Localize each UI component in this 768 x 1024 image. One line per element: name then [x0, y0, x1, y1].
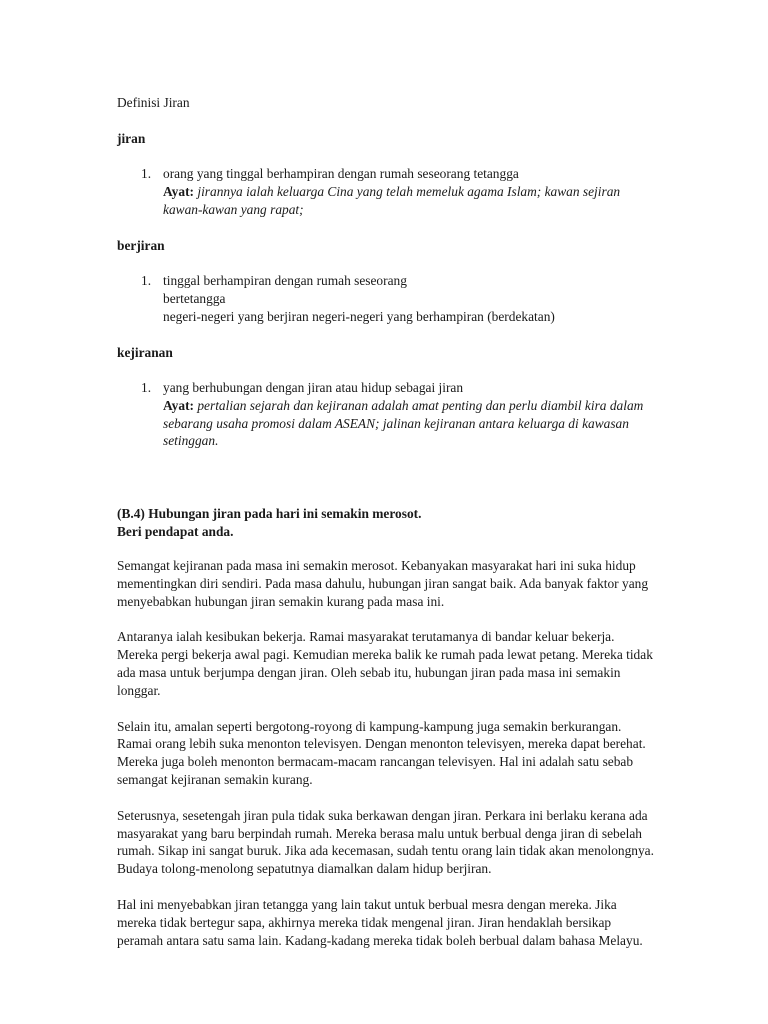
essay-paragraph: Semangat kejiranan pada masa ini semakin merosot. Kebanyakan masyarakat hari ini suka hidup mementingkan diri sendiri. Pada masa dahulu, hubungan jiran sangat baik. Ada banyak faktor yang menyebabkan hubungan jiran semakin kurang pada masa ini.	[117, 558, 649, 609]
question-line: (B.4) Hubungan jiran pada hari ini semakin merosot.	[117, 506, 422, 521]
list-number: 1.	[141, 166, 152, 181]
example-text: jirannya ialah keluarga Cina yang telah memeluk agama Islam; kawan sejiran kawan-kawan yang rapat;	[163, 183, 621, 217]
definition-text: negeri-negeri yang berjiran negeri-negeri yang berhampiran (berdekatan)	[163, 308, 555, 324]
definition-item-berjiran	[141, 272, 661, 325]
example-sentence	[163, 397, 661, 450]
entry-heading-kejiranan: kejiranan	[117, 345, 173, 360]
document-title: Definisi Jiran	[117, 95, 190, 110]
example-sentence	[163, 183, 661, 219]
example-label: Ayat:	[163, 183, 194, 199]
list-number: 1.	[141, 380, 152, 395]
definition-text: orang yang tinggal berhampiran dengan rumah seseorang tetangga	[163, 166, 519, 181]
essay-paragraph: Hal ini menyebabkan jiran tetangga yang lain takut untuk berbual mesra dengan mereka. Jika mereka tidak bertegur sapa, akhirnya mereka tidak mengenal jiran. Jiran hendaklah bersikap peramah antara satu sama lain. Kadang-kadang mereka tidak boleh berbual dalam bahasa Melayu.	[117, 896, 643, 948]
question-line: Beri pendapat anda.	[117, 523, 234, 539]
essay-paragraph: Selain itu, amalan seperti bergotong-royong di kampung-kampung juga semakin berkurangan. Ramai orang lebih suka menonton televisyen. Dengan menonton televisyen, mereka dapat berehat. Mereka juga boleh menonton bermacam-macam rancangan televisyen. Hal ini adalah satu sebab semangat kejiranan semakin kurang.	[117, 718, 646, 787]
essay-question	[117, 505, 421, 541]
definition-item-jiran	[141, 165, 661, 218]
essay-paragraph: Seterusnya, sesetengah jiran pula tidak suka berkawan dengan jiran. Perkara ini berlaku kerana ada masyarakat yang baru berpindah rumah. Mereka berasa malu untuk berbual denga jiran di sebelah rumah. Sikap ini sangat buruk. Jika ada kecemasan, sudah tentu orang lain tidak akan menolongnya. Budaya tolong-menolong sepatutnya diamalkan dalam hidup berjiran.	[117, 807, 654, 877]
entry-heading-jiran: jiran	[117, 131, 146, 146]
definition-item-kejiranan	[141, 379, 661, 450]
definition-text: bertetangga	[163, 290, 226, 306]
definition-text: yang berhubungan dengan jiran atau hidup sebagai jiran	[163, 380, 464, 395]
essay-body	[117, 557, 657, 967]
example-text: pertalian sejarah dan kejiranan adalah amat penting dan perlu diambil kira dalam sebarang usaha promosi dalam ASEAN; jalinan kejiranan antara keluarga di kawasan setinggan.	[163, 397, 644, 449]
list-number: 1.	[141, 273, 152, 288]
essay-paragraph: Antaranya ialah kesibukan bekerja. Ramai masyarakat terutamanya di bandar keluar bekerja. Mereka pergi bekerja awal pagi. Kemudian mereka balik ke rumah pada lewat petang. Mereka tidak ada masa untuk berjumpa dengan jiran. Oleh sebab itu, hubungan jiran pada masa ini semakin longgar.	[117, 629, 653, 698]
entry-heading-berjiran: berjiran	[117, 238, 165, 253]
definition-text: tinggal berhampiran dengan rumah seseorang	[163, 273, 407, 288]
example-label: Ayat:	[163, 397, 194, 413]
